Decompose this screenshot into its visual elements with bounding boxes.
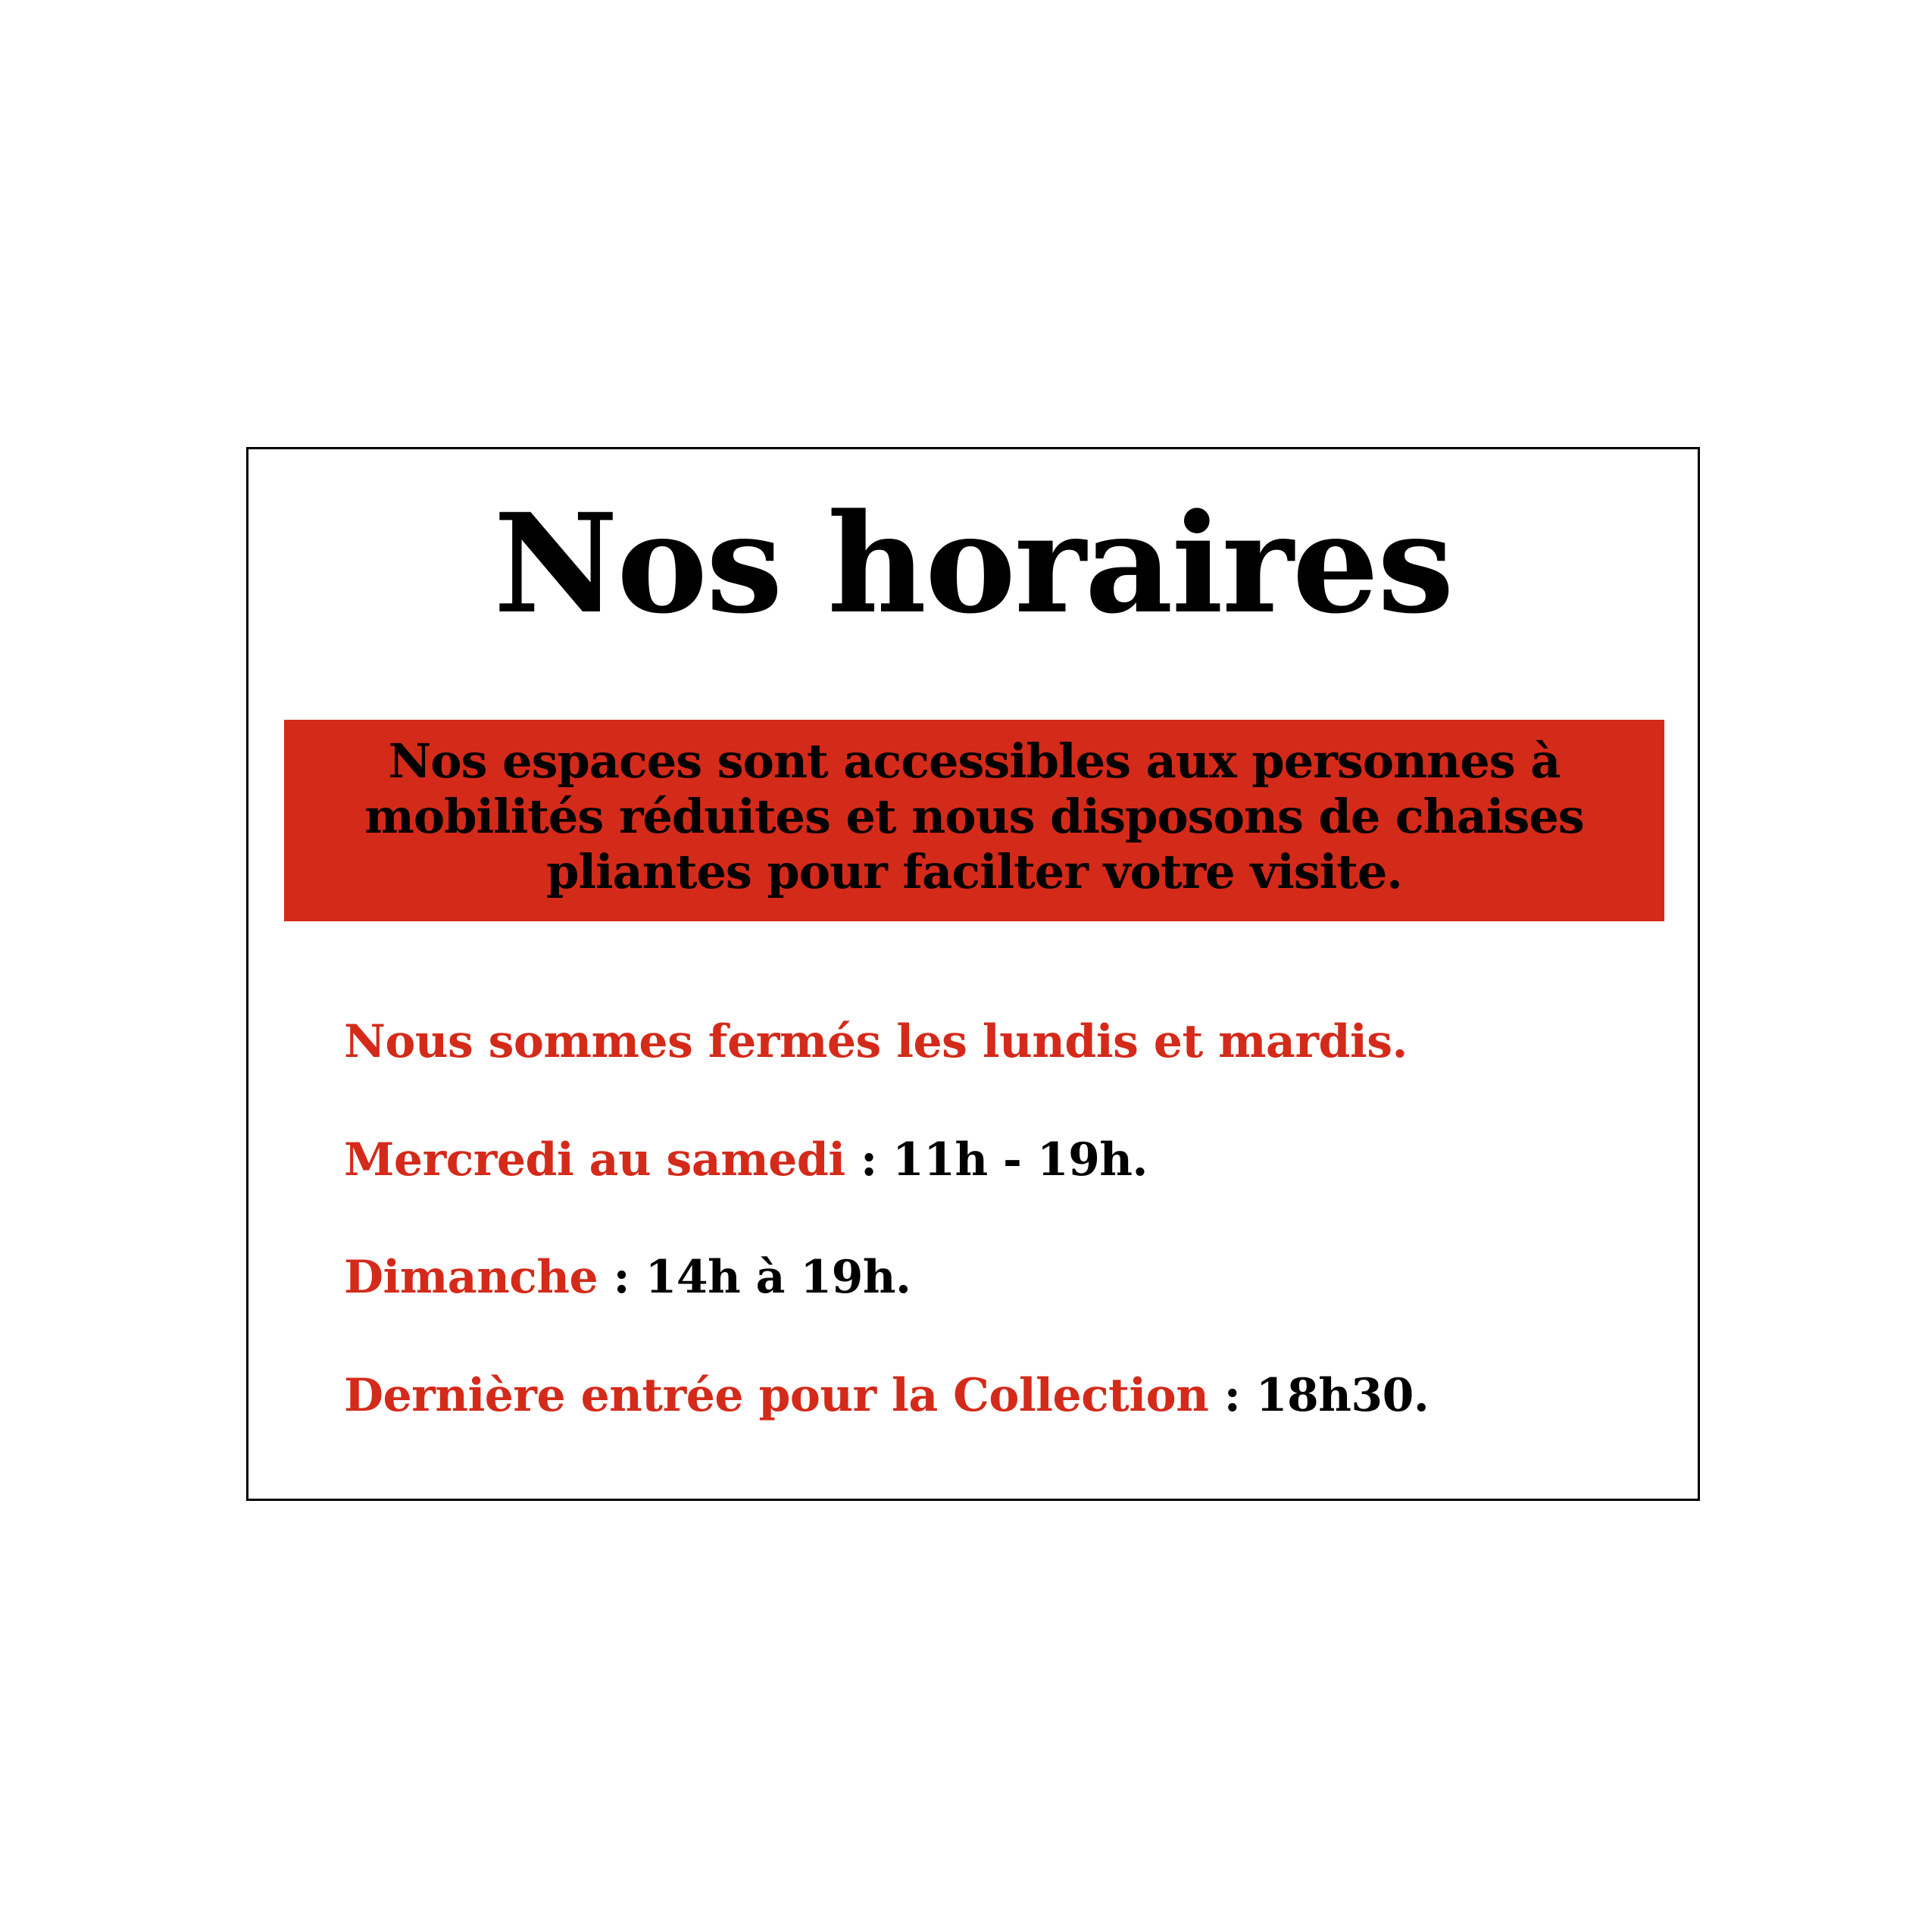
closed-days-note bbox=[344, 1011, 1408, 1072]
hours-frame bbox=[246, 447, 1700, 1501]
last-entry-row bbox=[344, 1365, 1429, 1426]
page-title: Nos horaires bbox=[493, 484, 1453, 644]
weekday-hours-label: Mercredi au samedi bbox=[344, 1133, 845, 1186]
accessibility-notice-banner bbox=[284, 720, 1664, 921]
sunday-hours-label: Dimanche bbox=[344, 1251, 598, 1304]
weekday-hours-row bbox=[344, 1130, 1148, 1190]
sunday-hours-value: : 14h à 19h. bbox=[598, 1251, 911, 1304]
accessibility-notice-text: Nos espaces sont accessibles aux personnes à mobilités réduites et nous disposons de chaises pliantes pour facilter votre visite. bbox=[364, 733, 1584, 899]
sunday-hours-row bbox=[344, 1247, 911, 1308]
last-entry-label: Dernière entrée pour la Collection bbox=[344, 1369, 1209, 1422]
weekday-hours-value: : 11h - 19h. bbox=[845, 1133, 1148, 1186]
closed-days-text: Nous sommes fermés les lundis et mardis. bbox=[344, 1015, 1408, 1068]
last-entry-value: : 18h30. bbox=[1208, 1369, 1430, 1422]
